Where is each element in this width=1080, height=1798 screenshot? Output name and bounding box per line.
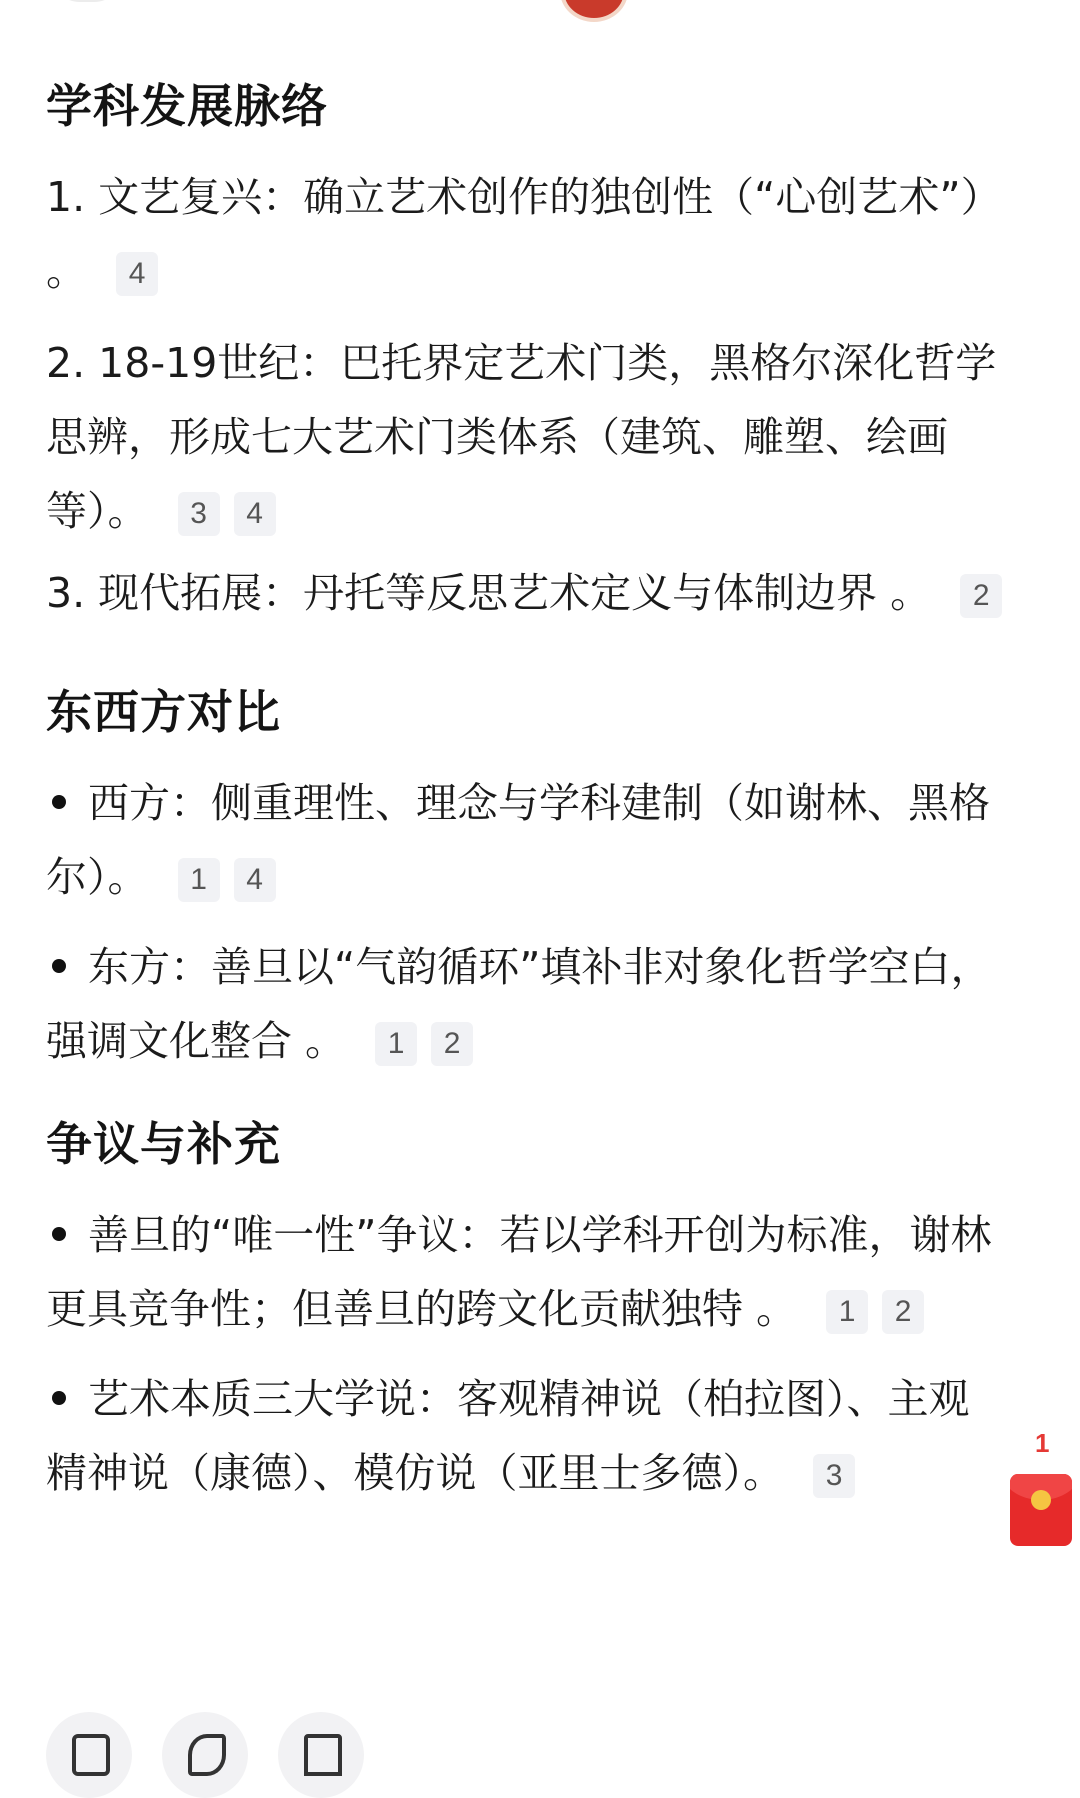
avatar	[560, 0, 628, 22]
bullet-dot	[52, 1227, 66, 1241]
item-text: 等）。	[46, 487, 149, 535]
item-text: 强调文化整合 。	[46, 1017, 347, 1065]
item-text: 精神说（康德）、模仿说（亚里士多德）。	[46, 1449, 784, 1497]
list-item	[46, 326, 1026, 548]
item-text: 艺术本质三大学说：客观精神说（柏拉图）、主观	[88, 1375, 970, 1423]
list-item	[46, 930, 1026, 1078]
list-item	[46, 1198, 1026, 1346]
red-packet-count: 1	[1035, 1428, 1050, 1458]
item-text: 东方：善旦以“气韵循环”填补非对象化哲学空白，	[88, 943, 992, 991]
item-text: 2. 18-19世纪：巴托界定艺术门类，黑格尔深化哲学	[46, 339, 997, 387]
list-item	[46, 160, 1026, 308]
item-text: 善旦的“唯一性”争议：若以学科开创为标准，谢林	[88, 1211, 992, 1259]
section-title-development: 学科发展脉络	[46, 79, 328, 133]
item-text: 3. 现代拓展：丹托等反思艺术定义与体制边界 。	[46, 569, 932, 617]
top-left-button[interactable]	[50, 0, 124, 2]
red-envelope-icon[interactable]	[1010, 1474, 1072, 1546]
citation-badge[interactable]: 4	[116, 252, 158, 296]
citation-badge[interactable]: 2	[960, 574, 1002, 618]
citation-badge[interactable]: 4	[234, 858, 276, 902]
citation-badge[interactable]: 1	[375, 1022, 417, 1066]
citation-badge[interactable]: 1	[178, 858, 220, 902]
section-title-controversy: 争议与补充	[46, 1117, 281, 1171]
red-packet-widget[interactable]	[1010, 1428, 1074, 1568]
citation-badge[interactable]: 3	[813, 1454, 855, 1498]
copy-icon[interactable]	[46, 1712, 132, 1798]
citation-badge[interactable]: 4	[234, 492, 276, 536]
bookmark-icon[interactable]	[278, 1712, 364, 1798]
item-text: 。	[46, 247, 87, 295]
list-item	[46, 1362, 1026, 1510]
bullet-dot	[52, 959, 66, 973]
share-icon[interactable]	[162, 1712, 248, 1798]
citation-badge[interactable]: 2	[431, 1022, 473, 1066]
citation-badge[interactable]: 1	[826, 1290, 868, 1334]
action-bar	[46, 1712, 446, 1792]
item-text: 尔）。	[46, 853, 149, 901]
top-bar-partial	[0, 0, 1080, 10]
list-item	[46, 556, 1026, 630]
item-text: 思辨，形成七大艺术门类体系（建筑、雕塑、绘画	[46, 413, 948, 461]
bullet-dot	[52, 1391, 66, 1405]
item-text: 西方：侧重理性、理念与学科建制（如谢林、黑格	[88, 779, 990, 827]
citation-badge[interactable]: 2	[882, 1290, 924, 1334]
bullet-dot	[52, 795, 66, 809]
citation-badge[interactable]: 3	[178, 492, 220, 536]
list-item	[46, 766, 1026, 914]
item-text: 更具竞争性；但善旦的跨文化贡献独特 。	[46, 1285, 798, 1333]
item-text: 1. 文艺复兴：确立艺术创作的独创性（“心创艺术”）	[46, 173, 1002, 221]
section-title-comparison: 东西方对比	[46, 685, 281, 739]
